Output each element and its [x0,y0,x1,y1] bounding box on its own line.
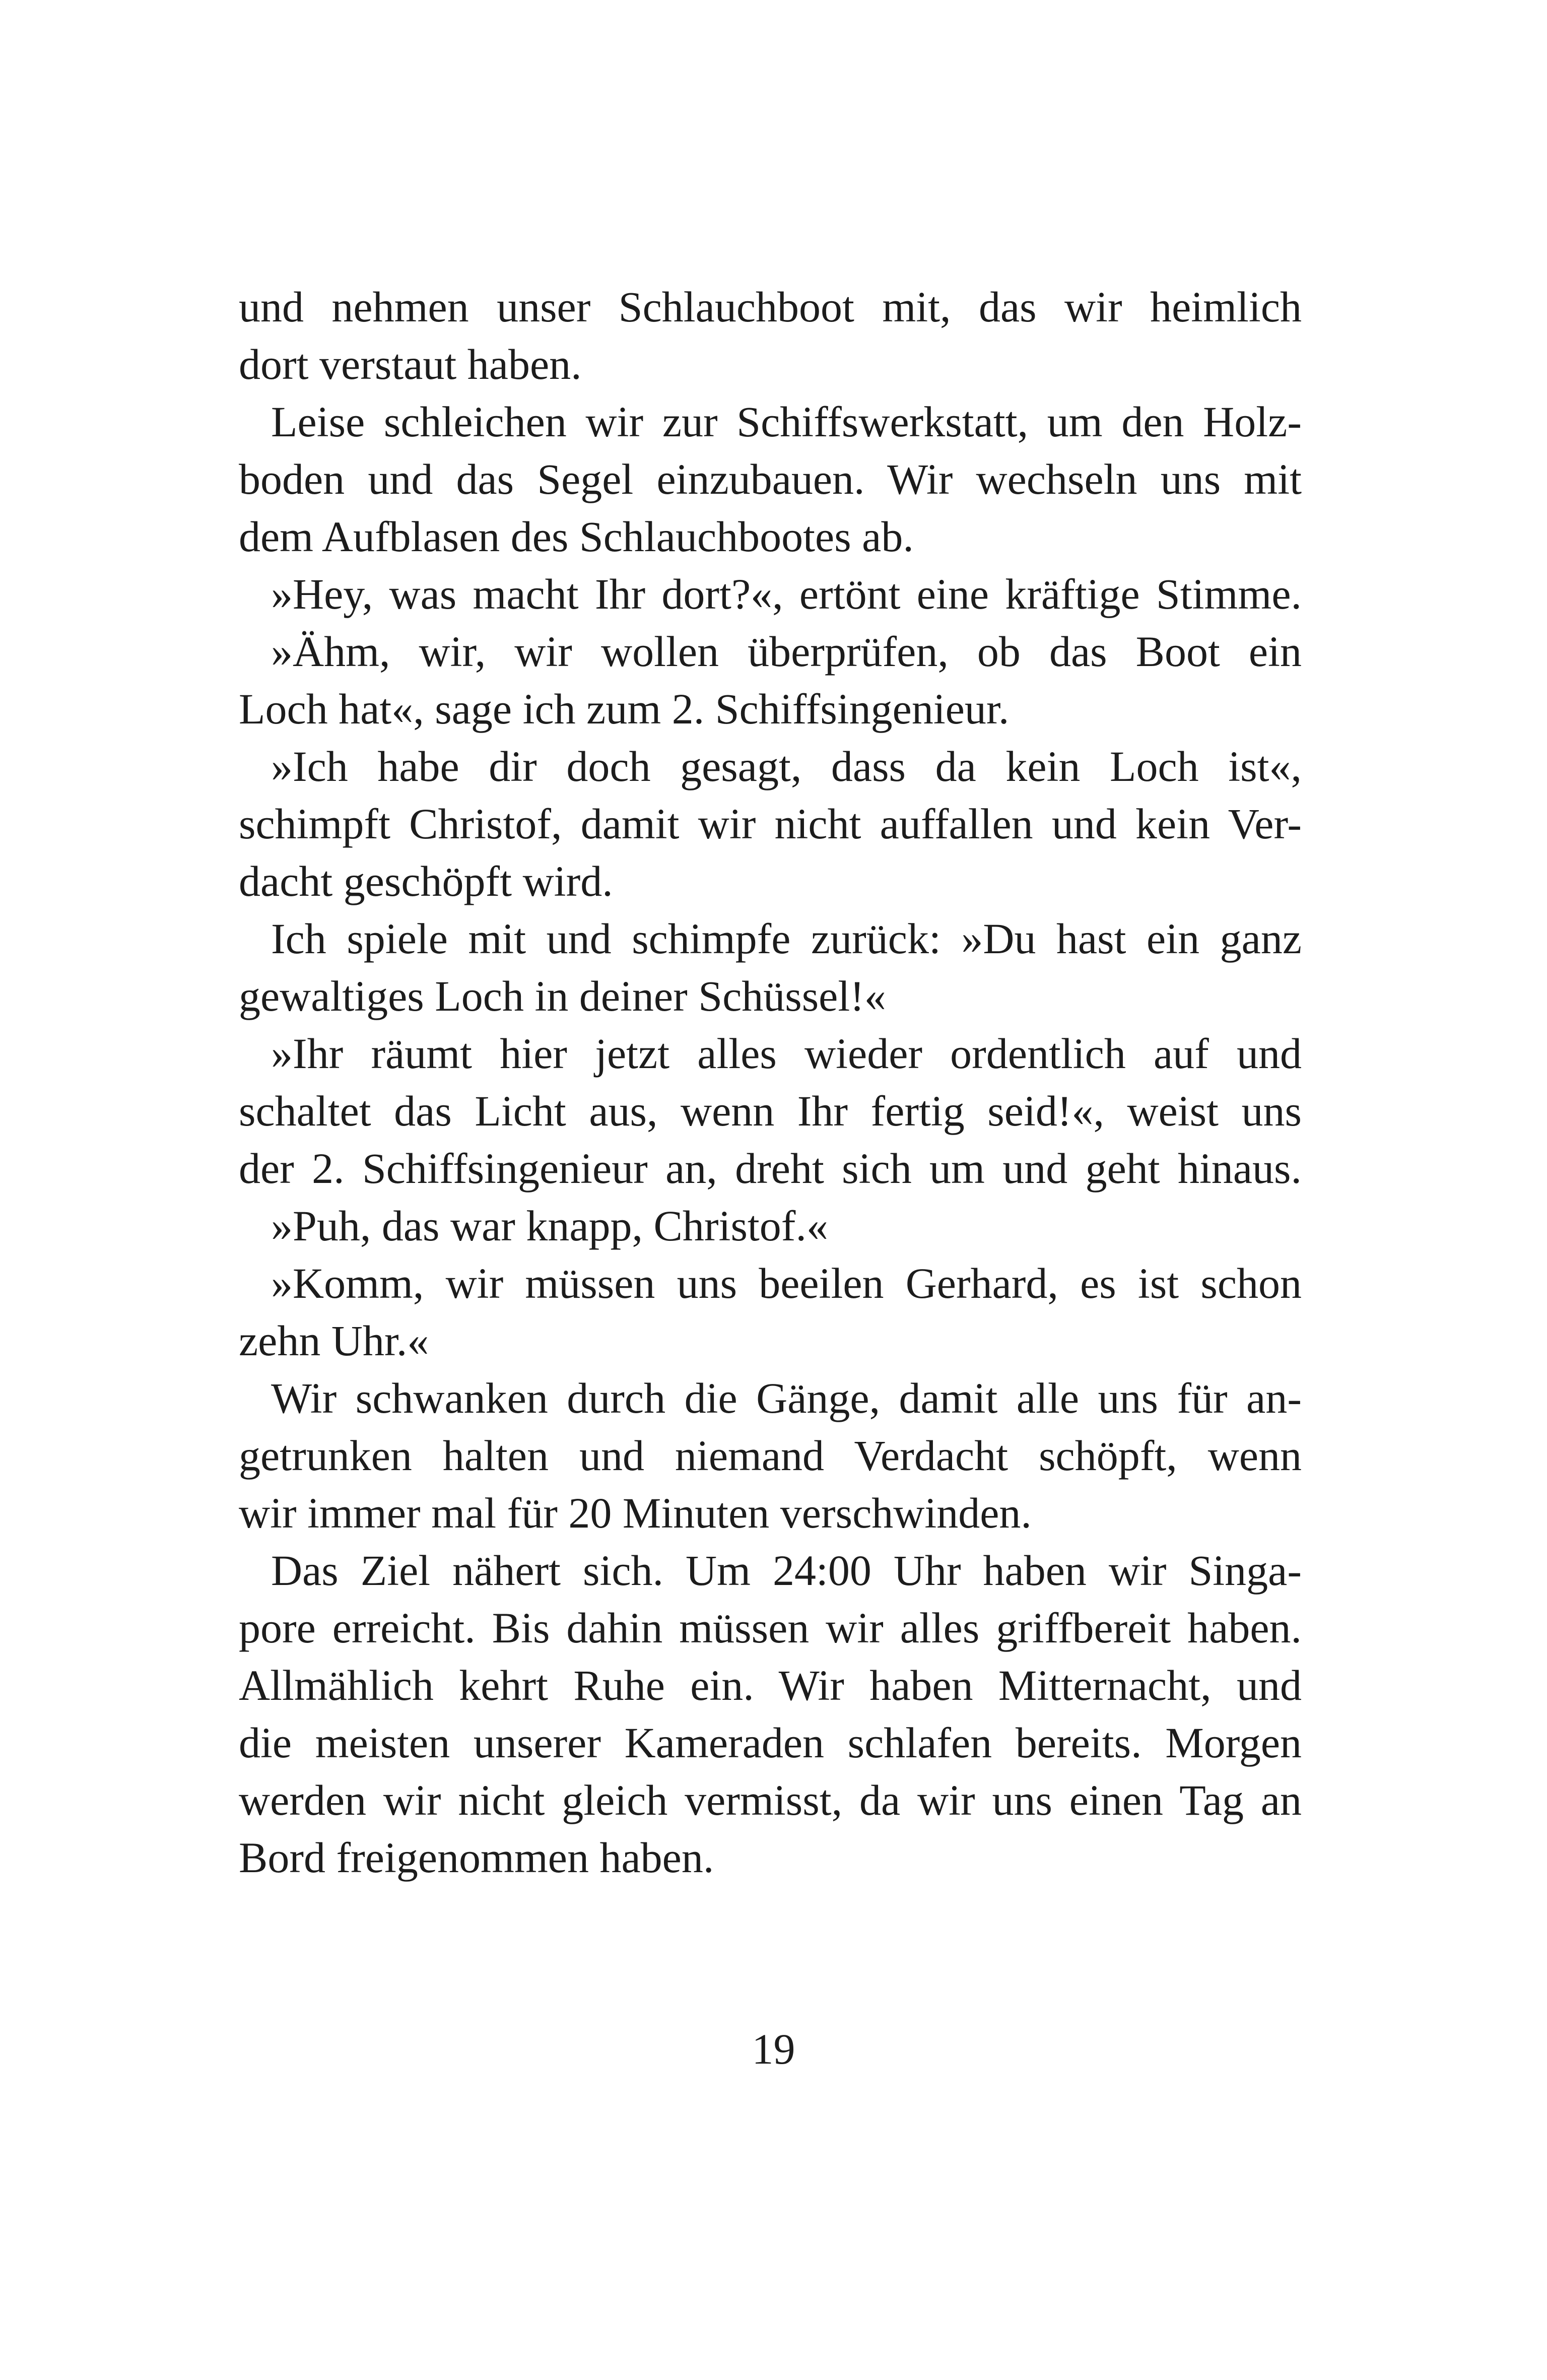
text-line: »Hey, was macht Ihr dort?«, ertönt eine kräftige Stimme. [271,570,1302,618]
text-line: Bord freigenommen haben. [239,1833,714,1882]
text-line: getrunken halten und niemand Verdacht schöpft, wenn [239,1431,1302,1480]
text-line: und nehmen unser Schlauchboot mit, das wir heimlich [239,283,1302,331]
text-line: wir immer mal für 20 Minuten verschwinden. [239,1489,1032,1537]
text-line: zehn Uhr.« [239,1316,429,1365]
text-line: »Puh, das war knapp, Christof.« [271,1202,828,1250]
text-line: schimpft Christof, damit wir nicht auffallen und kein Ver- [239,800,1302,848]
text-line: Leise schleichen wir zur Schiffswerkstatt, um den Holz- [271,398,1302,446]
text-line: pore erreicht. Bis dahin müssen wir alles griffbereit haben. [239,1604,1302,1652]
text-line: gewaltiges Loch in deiner Schüssel!« [239,972,886,1020]
body-text [239,278,1302,1886]
text-line: dem Aufblasen des Schlauchbootes ab. [239,512,914,561]
text-line: Wir schwanken durch die Gänge, damit alle uns für an- [271,1374,1302,1422]
text-line: Loch hat«, sage ich zum 2. Schiffsingenieur. [239,685,1010,733]
text-line: der 2. Schiffsingenieur an, dreht sich um und geht hinaus. [239,1144,1302,1193]
page-number: 19 [752,2025,795,2073]
text-line: Das Ziel nähert sich. Um 24:00 Uhr haben wir Singa- [271,1546,1302,1595]
text-line: boden und das Segel einzubauen. Wir wechseln uns mit [239,455,1302,503]
text-line: Ich spiele mit und schimpfe zurück: »Du hast ein ganz [271,914,1302,963]
text-line: »Ihr räumt hier jetzt alles wieder ordentlich auf und [271,1029,1302,1078]
text-line: »Komm, wir müssen uns beeilen Gerhard, es ist schon [271,1259,1302,1307]
text-line: dacht geschöpft wird. [239,857,613,905]
text-line: dort verstaut haben. [239,340,582,388]
text-line: die meisten unserer Kameraden schlafen bereits. Morgen [239,1718,1302,1767]
text-line: schaltet das Licht aus, wenn Ihr fertig seid!«, weist uns [239,1087,1302,1135]
text-line: Allmählich kehrt Ruhe ein. Wir haben Mitternacht, und [239,1661,1302,1709]
text-line: werden wir nicht gleich vermisst, da wir uns einen Tag an [239,1776,1302,1824]
text-line: »Ähm, wir, wir wollen überprüfen, ob das Boot ein [271,627,1302,676]
text-line: »Ich habe dir doch gesagt, dass da kein Loch ist«, [271,742,1302,790]
